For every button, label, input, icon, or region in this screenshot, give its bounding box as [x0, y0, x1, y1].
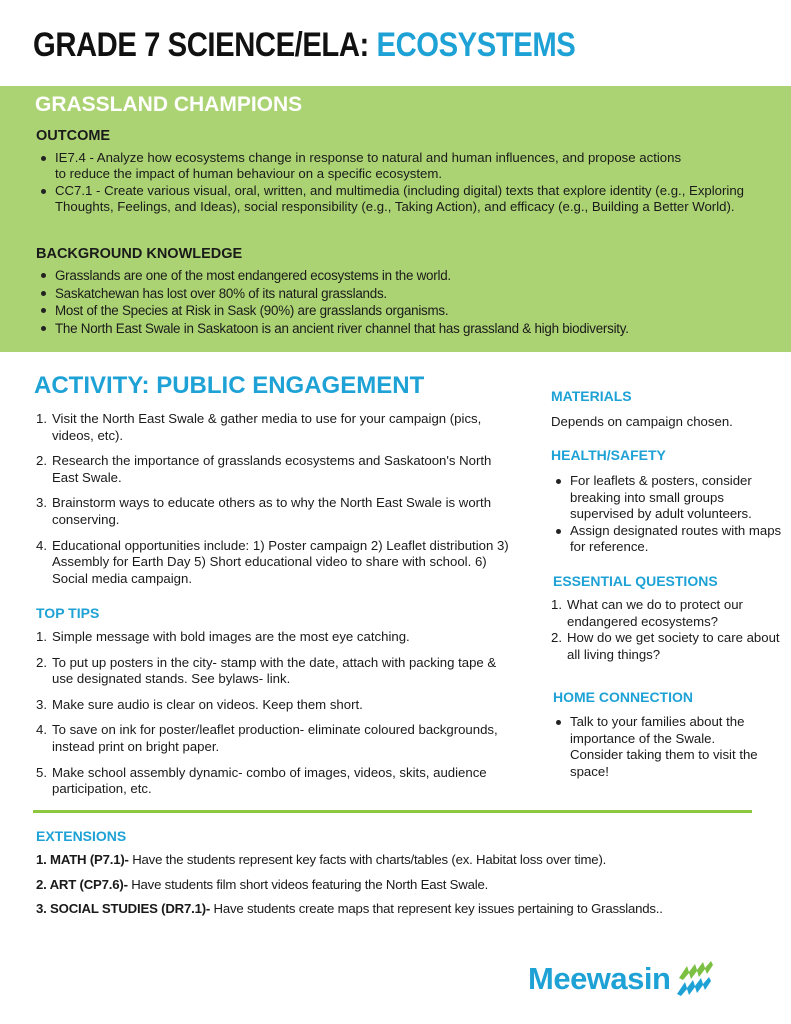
- activity-title: ACTIVITY: PUBLIC ENGAGEMENT: [34, 372, 425, 399]
- meewasin-logo: [528, 960, 721, 998]
- section-divider: [33, 810, 752, 813]
- bullet-icon: [556, 720, 561, 725]
- extensions-heading: EXTENSIONS: [36, 828, 127, 844]
- materials-heading: MATERIALS: [551, 388, 632, 404]
- activity-step: 2. Research the importance of grasslands ecosystems and Saskatoon's North East Swale.: [36, 453, 492, 485]
- bullet-icon: [41, 156, 46, 161]
- tip-item: 1. Simple message with bold images are the most eye catching.: [36, 629, 410, 644]
- health-safety-item: For leaflets & posters, consider breaking into small groups supervised by adult volunteers.: [551, 473, 786, 523]
- activity-step: 3. Brainstorm ways to educate others as to why the North East Swale is worth conserving.: [36, 495, 492, 527]
- background-heading: BACKGROUND KNOWLEDGE: [36, 246, 243, 262]
- top-tips-list: [36, 629, 521, 807]
- bullet-icon: [41, 308, 46, 313]
- health-safety-item: Assign designated routes with maps for reference.: [551, 523, 786, 556]
- essential-questions-heading: ESSENTIAL QUESTIONS: [553, 573, 718, 589]
- top-tips-heading: TOP TIPS: [36, 605, 100, 621]
- tip-item: 2. To put up posters in the city- stamp with the date, attach with packing tape & use designated stands. See bylaws- link.: [36, 654, 497, 687]
- activity-step: 4. Educational opportunities include: 1) Poster campaign 2) Leaflet distribution 3) Assembly for Earth Day 5) Short educational video to share with school. 6) Social media campaign.: [36, 537, 509, 586]
- health-safety-list: [551, 473, 786, 556]
- tip-item: 5. Make school assembly dynamic- combo of images, videos, skits, audience participation, etc.: [36, 764, 487, 797]
- outcome-item: IE7.4 - Analyze how ecosystems change in response to natural and human influences, and propose actions to reduce the impact of human behaviour on a specific ecosystem.: [36, 150, 788, 183]
- tip-item: 3. Make sure audio is clear on videos. Keep them short.: [36, 696, 363, 712]
- background-item: The North East Swale in Saskatoon is an ancient river channel that has grassland & high biodiversity.: [36, 320, 788, 338]
- health-safety-heading: HEALTH/SAFETY: [551, 447, 666, 463]
- materials-text: Depends on campaign chosen.: [551, 414, 733, 429]
- background-list: [36, 267, 788, 337]
- meewasin-waves-icon: [675, 960, 721, 998]
- logo-text: Meewasin: [528, 961, 671, 996]
- outcome-list: [36, 150, 788, 215]
- extension-item: 1. MATH (P7.1)- Have the students represent key facts with charts/tables (ex. Habitat loss over time).: [36, 852, 607, 867]
- bullet-icon: [41, 189, 46, 194]
- bullet-icon: [41, 291, 46, 296]
- page-title-prefix: GRADE 7 SCIENCE/ELA:: [33, 26, 377, 64]
- question-item: 1. What can we do to protect our endangered ecosystems?: [551, 597, 743, 629]
- outcome-heading: OUTCOME: [36, 128, 111, 144]
- page-title: [33, 26, 575, 65]
- extension-item: 3. SOCIAL STUDIES (DR7.1)- Have students create maps that represent key issues pertaining to Grasslands..: [36, 901, 663, 916]
- bullet-icon: [41, 273, 46, 278]
- essential-questions-list: [551, 597, 786, 663]
- outcome-item: CC7.1 - Create various visual, oral, written, and multimedia (including digital) texts that explore identity (e.g., Exploring Thoughts, Feelings, and Ideas), social responsibility (e.g., Taking Action), and efficacy (e.g., Building a Better World).: [36, 183, 788, 216]
- bullet-icon: [556, 529, 561, 534]
- activity-steps: [36, 411, 521, 596]
- home-connection-list: [551, 714, 771, 780]
- page-title-accent: ECOSYSTEMS: [376, 26, 576, 64]
- extensions-list: [36, 852, 786, 926]
- question-item: 2. How do we get society to care about all living things?: [551, 630, 780, 662]
- background-item: Most of the Species at Risk in Sask (90%) are grasslands organisms.: [36, 302, 788, 320]
- tip-item: 4. To save on ink for poster/leaflet production- eliminate coloured backgrounds, instead print on bright paper.: [36, 722, 498, 754]
- bullet-icon: [556, 479, 561, 484]
- extension-item: 2. ART (CP7.6)- Have students film short videos featuring the North East Swale.: [36, 876, 489, 892]
- home-connection-item: Talk to your families about the importance of the Swale. Consider taking them to visit the space!: [551, 714, 771, 780]
- background-item: Saskatchewan has lost over 80% of its natural grasslands.: [36, 285, 788, 303]
- bullet-icon: [41, 326, 46, 331]
- home-connection-heading: HOME CONNECTION: [553, 689, 693, 705]
- banner-title: GRASSLAND CHAMPIONS: [35, 93, 303, 116]
- activity-step: 1. Visit the North East Swale & gather media to use for your campaign (pics, videos, etc).: [36, 411, 482, 443]
- background-item: Grasslands are one of the most endangered ecosystems in the world.: [36, 267, 788, 285]
